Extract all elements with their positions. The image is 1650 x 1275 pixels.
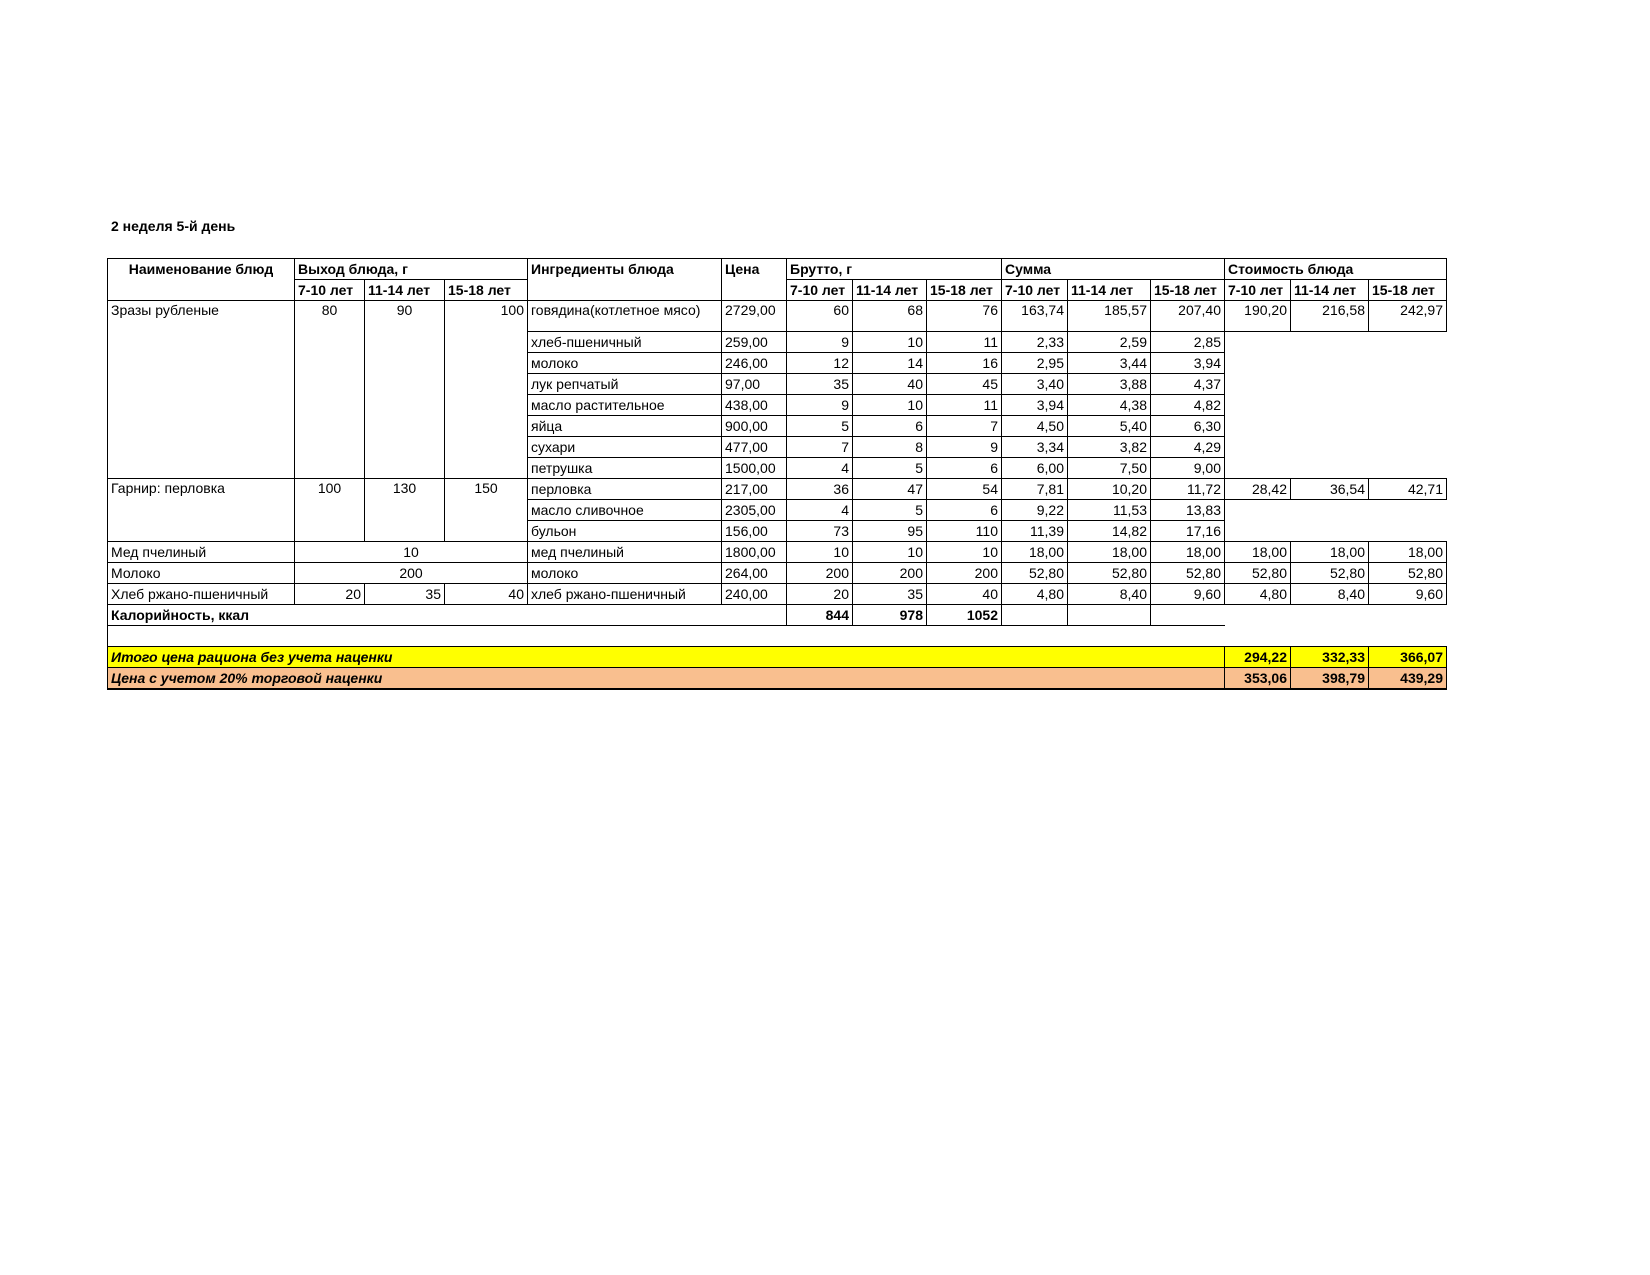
sum-value: 7,81	[1002, 479, 1068, 500]
sum-value: 8,40	[1068, 584, 1151, 605]
header-gross: Брутто, г	[787, 259, 1002, 280]
gross-value: 68	[853, 301, 927, 332]
ingredient-price: 259,00	[722, 332, 787, 353]
ingredient-price: 240,00	[722, 584, 787, 605]
header-age: 15-18 лет	[927, 280, 1002, 301]
ingredient-price: 2729,00	[722, 301, 787, 332]
gross-value: 95	[853, 521, 927, 542]
cost-value: 28,42	[1225, 479, 1291, 500]
dish-name: Хлеб ржано-пшеничный	[108, 584, 295, 605]
sum-value: 3,40	[1002, 374, 1068, 395]
ingredient-name: молоко	[528, 563, 722, 584]
sum-value: 3,44	[1068, 353, 1151, 374]
header-age: 11-14 лет	[1068, 280, 1151, 301]
cost-value: 242,97	[1369, 301, 1447, 332]
gross-value: 9	[927, 437, 1002, 458]
header-age: 15-18 лет	[445, 280, 528, 301]
gross-value: 200	[927, 563, 1002, 584]
gross-value: 6	[853, 416, 927, 437]
header-dish-name: Наименование блюд	[108, 259, 295, 280]
total-label: Итого цена рациона без учета наценки	[108, 647, 1225, 668]
sum-value: 4,38	[1068, 395, 1151, 416]
ingredient-price: 1800,00	[722, 542, 787, 563]
ingredient-name: бульон	[528, 521, 722, 542]
gross-value: 47	[853, 479, 927, 500]
gross-value: 5	[853, 458, 927, 479]
gross-value: 10	[927, 542, 1002, 563]
header-blank	[722, 280, 787, 301]
sum-value: 185,57	[1068, 301, 1151, 332]
sum-value: 52,80	[1151, 563, 1225, 584]
dish-output: 35	[365, 584, 445, 605]
gross-value: 4	[787, 458, 853, 479]
sum-value: 18,00	[1068, 542, 1151, 563]
header-age: 11-14 лет	[853, 280, 927, 301]
calories-label: Калорийность, ккал	[108, 605, 787, 626]
table-row	[108, 479, 1447, 500]
sum-value: 13,83	[1151, 500, 1225, 521]
dish-output: 20	[295, 584, 365, 605]
sum-value: 2,95	[1002, 353, 1068, 374]
ingredient-name: хлеб-пшеничный	[528, 332, 722, 353]
cost-value: 18,00	[1225, 542, 1291, 563]
empty-cell	[1225, 437, 1447, 458]
total-value: 366,07	[1369, 647, 1447, 668]
gross-value: 5	[787, 416, 853, 437]
empty-cell	[1225, 605, 1447, 626]
gross-value: 45	[927, 374, 1002, 395]
ingredient-price: 2305,00	[722, 500, 787, 521]
sum-value: 4,80	[1002, 584, 1068, 605]
sum-value: 6,00	[1002, 458, 1068, 479]
cost-value: 9,60	[1369, 584, 1447, 605]
cost-value: 8,40	[1291, 584, 1369, 605]
header-age: 15-18 лет	[1369, 280, 1447, 301]
ingredient-price: 156,00	[722, 521, 787, 542]
header-age: 11-14 лет	[1291, 280, 1369, 301]
ingredient-price: 1500,00	[722, 458, 787, 479]
dish-output: 130	[365, 479, 445, 542]
sum-value: 3,94	[1151, 353, 1225, 374]
dish-output: 10	[295, 542, 528, 563]
header-age: 7-10 лет	[787, 280, 853, 301]
gross-value: 40	[853, 374, 927, 395]
ingredient-price: 97,00	[722, 374, 787, 395]
sum-value: 2,59	[1068, 332, 1151, 353]
cost-value: 216,58	[1291, 301, 1369, 332]
cost-value: 52,80	[1369, 563, 1447, 584]
calories-value: 844	[787, 605, 853, 626]
dish-output: 200	[295, 563, 528, 584]
spacer-row	[108, 626, 1447, 647]
header-age: 11-14 лет	[365, 280, 445, 301]
page-title: 2 неделя 5-й день	[111, 218, 236, 234]
gross-value: 5	[853, 500, 927, 521]
table-row	[108, 301, 1447, 332]
empty-cell	[1225, 521, 1447, 542]
empty-cell	[1002, 605, 1068, 626]
gross-value: 110	[927, 521, 1002, 542]
dish-name: Гарнир: перловка	[108, 479, 295, 542]
sum-value: 207,40	[1151, 301, 1225, 332]
gross-value: 200	[853, 563, 927, 584]
header-age: 7-10 лет	[1002, 280, 1068, 301]
header-blank	[528, 280, 722, 301]
gross-value: 20	[787, 584, 853, 605]
header-row-1	[108, 259, 1447, 280]
gross-value: 35	[787, 374, 853, 395]
sum-value: 18,00	[1002, 542, 1068, 563]
header-price: Цена	[722, 259, 787, 280]
gross-value: 9	[787, 332, 853, 353]
gross-value: 9	[787, 395, 853, 416]
empty-cell	[1151, 605, 1225, 626]
gross-value: 6	[927, 500, 1002, 521]
gross-value: 7	[927, 416, 1002, 437]
table-row	[108, 584, 1447, 605]
sum-value: 14,82	[1068, 521, 1151, 542]
empty-cell	[1225, 332, 1447, 353]
header-cost: Стоимость блюда	[1225, 259, 1447, 280]
total-value: 353,06	[1225, 668, 1291, 690]
ingredient-price: 246,00	[722, 353, 787, 374]
empty-cell	[1225, 458, 1447, 479]
ingredient-name: масло сливочное	[528, 500, 722, 521]
sum-value: 9,22	[1002, 500, 1068, 521]
dish-name: Зразы рубленые	[108, 301, 295, 479]
empty-cell	[1225, 500, 1447, 521]
calories-row	[108, 605, 1447, 626]
sum-value: 11,39	[1002, 521, 1068, 542]
sum-value: 6,30	[1151, 416, 1225, 437]
dish-output: 80	[295, 301, 365, 479]
total-value: 294,22	[1225, 647, 1291, 668]
header-age: 15-18 лет	[1151, 280, 1225, 301]
gross-value: 10	[787, 542, 853, 563]
total-row	[108, 668, 1447, 690]
cost-value: 36,54	[1291, 479, 1369, 500]
gross-value: 11	[927, 332, 1002, 353]
empty-cell	[1225, 353, 1447, 374]
ingredient-name: хлеб ржано-пшеничный	[528, 584, 722, 605]
ingredient-name: масло растительное	[528, 395, 722, 416]
gross-value: 16	[927, 353, 1002, 374]
sum-value: 10,20	[1068, 479, 1151, 500]
ingredient-name: говядина(котлетное мясо)	[528, 301, 722, 332]
sum-value: 2,85	[1151, 332, 1225, 353]
ingredient-name: сухари	[528, 437, 722, 458]
gross-value: 10	[853, 395, 927, 416]
gross-value: 7	[787, 437, 853, 458]
header-ingredients: Ингредиенты блюда	[528, 259, 722, 280]
table-row	[108, 542, 1447, 563]
empty-cell	[1225, 395, 1447, 416]
sum-value: 5,40	[1068, 416, 1151, 437]
sum-value: 9,60	[1151, 584, 1225, 605]
gross-value: 8	[853, 437, 927, 458]
gross-value: 11	[927, 395, 1002, 416]
sum-value: 11,53	[1068, 500, 1151, 521]
sum-value: 3,34	[1002, 437, 1068, 458]
sum-value: 3,88	[1068, 374, 1151, 395]
ingredient-name: лук репчатый	[528, 374, 722, 395]
gross-value: 73	[787, 521, 853, 542]
ingredient-price: 438,00	[722, 395, 787, 416]
dish-name: Мед пчелиный	[108, 542, 295, 563]
header-sum: Сумма	[1002, 259, 1225, 280]
empty-cell	[1068, 605, 1151, 626]
ingredient-name: яйца	[528, 416, 722, 437]
gross-value: 200	[787, 563, 853, 584]
sum-value: 4,37	[1151, 374, 1225, 395]
empty-cell	[1225, 374, 1447, 395]
dish-name: Молоко	[108, 563, 295, 584]
ingredient-price: 900,00	[722, 416, 787, 437]
ingredient-name: мед пчелиный	[528, 542, 722, 563]
sum-value: 9,00	[1151, 458, 1225, 479]
menu-table	[107, 258, 1447, 690]
header-age: 7-10 лет	[295, 280, 365, 301]
calories-value: 1052	[927, 605, 1002, 626]
gross-value: 36	[787, 479, 853, 500]
sum-value: 7,50	[1068, 458, 1151, 479]
table-row	[108, 563, 1447, 584]
gross-value: 60	[787, 301, 853, 332]
sum-value: 52,80	[1068, 563, 1151, 584]
sum-value: 4,29	[1151, 437, 1225, 458]
total-label: Цена с учетом 20% торговой наценки	[108, 668, 1225, 690]
cost-value: 18,00	[1369, 542, 1447, 563]
header-age: 7-10 лет	[1225, 280, 1291, 301]
cost-value: 52,80	[1291, 563, 1369, 584]
empty-cell	[1225, 626, 1447, 647]
ingredient-price: 477,00	[722, 437, 787, 458]
sum-value: 52,80	[1002, 563, 1068, 584]
sum-value: 11,72	[1151, 479, 1225, 500]
dish-output: 100	[445, 301, 528, 479]
empty-cell	[108, 626, 1225, 647]
gross-value: 12	[787, 353, 853, 374]
cost-value: 190,20	[1225, 301, 1291, 332]
empty-cell	[1225, 416, 1447, 437]
gross-value: 10	[853, 542, 927, 563]
ingredient-price: 217,00	[722, 479, 787, 500]
gross-value: 40	[927, 584, 1002, 605]
sum-value: 2,33	[1002, 332, 1068, 353]
dish-output: 100	[295, 479, 365, 542]
total-value: 439,29	[1369, 668, 1447, 690]
total-row	[108, 647, 1447, 668]
dish-output: 150	[445, 479, 528, 542]
sum-value: 3,82	[1068, 437, 1151, 458]
gross-value: 10	[853, 332, 927, 353]
sum-value: 163,74	[1002, 301, 1068, 332]
sum-value: 4,50	[1002, 416, 1068, 437]
dish-output: 90	[365, 301, 445, 479]
ingredient-price: 264,00	[722, 563, 787, 584]
header-row-2	[108, 280, 1447, 301]
sum-value: 3,94	[1002, 395, 1068, 416]
gross-value: 35	[853, 584, 927, 605]
cost-value: 42,71	[1369, 479, 1447, 500]
ingredient-name: петрушка	[528, 458, 722, 479]
gross-value: 6	[927, 458, 1002, 479]
gross-value: 4	[787, 500, 853, 521]
ingredient-name: перловка	[528, 479, 722, 500]
dish-output: 40	[445, 584, 528, 605]
total-value: 332,33	[1291, 647, 1369, 668]
cost-value: 4,80	[1225, 584, 1291, 605]
header-blank	[108, 280, 295, 301]
gross-value: 76	[927, 301, 1002, 332]
cost-value: 52,80	[1225, 563, 1291, 584]
header-output: Выход блюда, г	[295, 259, 528, 280]
gross-value: 14	[853, 353, 927, 374]
calories-value: 978	[853, 605, 927, 626]
sum-value: 17,16	[1151, 521, 1225, 542]
total-value: 398,79	[1291, 668, 1369, 690]
cost-value: 18,00	[1291, 542, 1369, 563]
ingredient-name: молоко	[528, 353, 722, 374]
sum-value: 4,82	[1151, 395, 1225, 416]
sum-value: 18,00	[1151, 542, 1225, 563]
gross-value: 54	[927, 479, 1002, 500]
